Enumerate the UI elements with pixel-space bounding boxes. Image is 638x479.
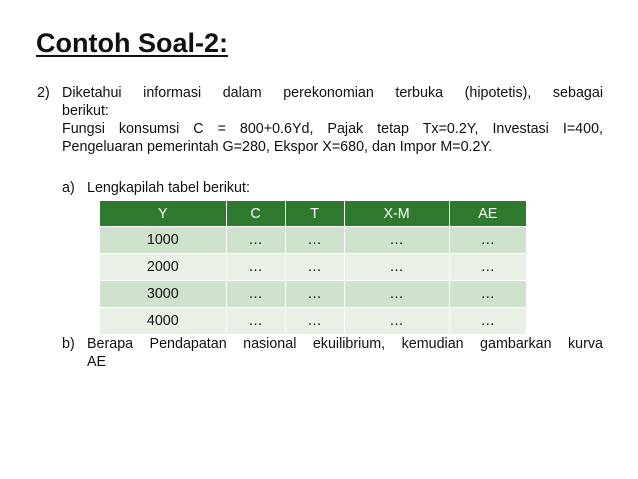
header-cell-ae: AE bbox=[449, 201, 526, 227]
part-a bbox=[62, 179, 250, 197]
table-cell: … bbox=[449, 281, 526, 308]
part-a-label: a) bbox=[62, 180, 75, 196]
question-line: Fungsi konsumsi C = 800+0.6Yd, Pajak tetap Tx=0.2Y, Investasi I=400, bbox=[62, 121, 603, 137]
part-b-label: b) bbox=[62, 336, 75, 352]
table-cell: … bbox=[449, 227, 526, 254]
table-cell: … bbox=[285, 281, 344, 308]
part-b-line: AE bbox=[87, 354, 107, 370]
table-cell: … bbox=[285, 308, 344, 335]
table-cell: … bbox=[449, 254, 526, 281]
part-b-text bbox=[87, 335, 603, 371]
table-cell: … bbox=[344, 281, 449, 308]
table-cell: … bbox=[344, 227, 449, 254]
question-line: Diketahui informasi dalam perekonomian terbuka (hipotetis), sebagai bbox=[62, 85, 603, 101]
header-cell-c: C bbox=[226, 201, 285, 227]
slide-title bbox=[36, 28, 228, 59]
table-cell: 4000 bbox=[100, 308, 227, 335]
table-row bbox=[100, 254, 527, 281]
table-cell: … bbox=[285, 227, 344, 254]
table-cell: … bbox=[226, 281, 285, 308]
table-cell: … bbox=[344, 254, 449, 281]
table-cell: … bbox=[226, 308, 285, 335]
table-cell: 1000 bbox=[100, 227, 227, 254]
header-cell-t: T bbox=[285, 201, 344, 227]
question-body bbox=[62, 84, 603, 156]
data-table bbox=[99, 200, 527, 335]
part-b-line: Berapa Pendapatan nasional ekuilibrium, kemudian gambarkan kurva bbox=[87, 336, 603, 352]
header-cell-x-m: X-M bbox=[344, 201, 449, 227]
table-row bbox=[100, 281, 527, 308]
table-cell: … bbox=[285, 254, 344, 281]
question-line: Pengeluaran pemerintah G=280, Ekspor X=680, dan Impor M=0.2Y. bbox=[62, 139, 493, 155]
header-cell-y: Y bbox=[100, 201, 227, 227]
question-line: berikut: bbox=[62, 103, 109, 119]
table-cell: … bbox=[226, 227, 285, 254]
table-cell: … bbox=[226, 254, 285, 281]
table-cell: 3000 bbox=[100, 281, 227, 308]
slide-title-text: Contoh Soal-2 bbox=[36, 28, 219, 58]
table-row bbox=[100, 227, 527, 254]
part-a-text: Lengkapilah tabel berikut: bbox=[87, 180, 250, 196]
table-cell: 2000 bbox=[100, 254, 227, 281]
question-number: 2) bbox=[37, 85, 50, 101]
part-b bbox=[62, 335, 603, 371]
question-2 bbox=[37, 84, 603, 156]
table-row bbox=[100, 308, 527, 335]
table-header-row bbox=[100, 201, 527, 227]
table-cell: … bbox=[344, 308, 449, 335]
table-cell: … bbox=[449, 308, 526, 335]
slide-title-colon: : bbox=[219, 28, 228, 58]
